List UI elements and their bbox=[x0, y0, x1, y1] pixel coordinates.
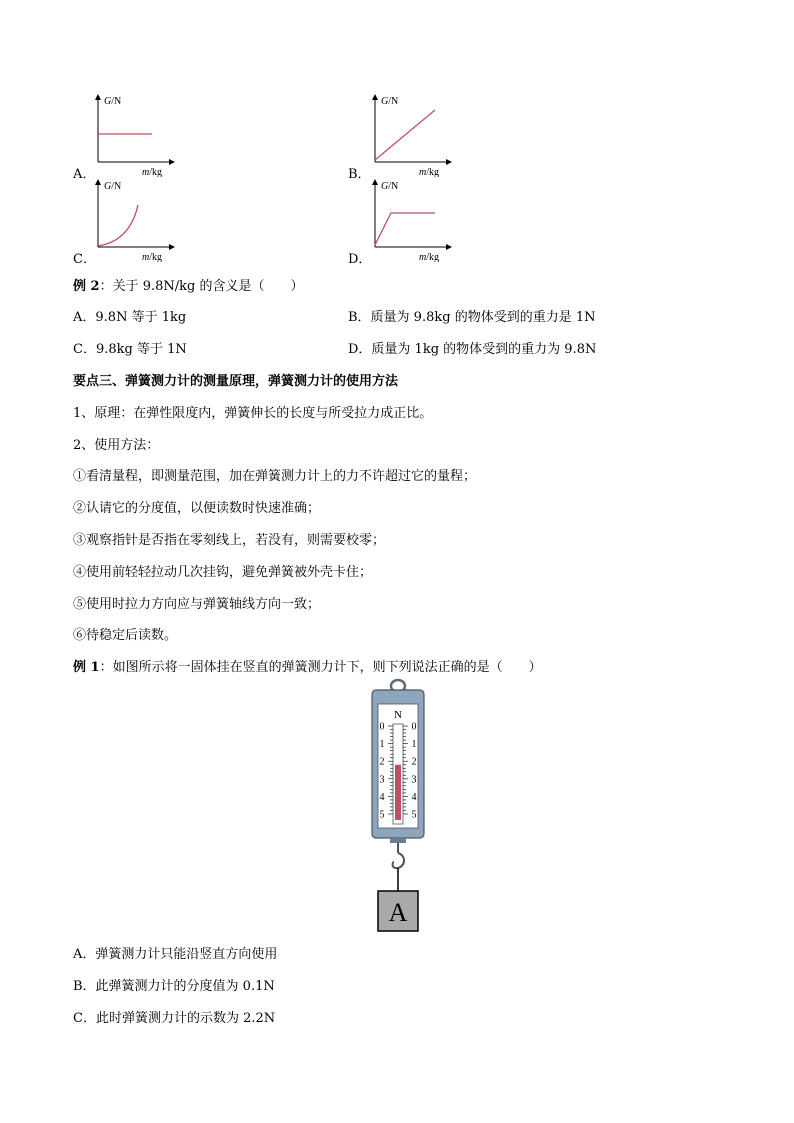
x-axis-label: m/kg bbox=[142, 167, 163, 177]
example-1-question bbox=[73, 656, 542, 675]
tick-label-right: 4 bbox=[411, 791, 417, 803]
x-axis-label: m/kg bbox=[419, 167, 440, 177]
x-axis-label: m/kg bbox=[419, 252, 440, 262]
tick-label-left: 2 bbox=[379, 756, 385, 768]
usage-step-6: ⑥待稳定后读数。 bbox=[73, 628, 178, 643]
graph-a bbox=[92, 92, 182, 177]
tick-label-left: 5 bbox=[379, 809, 385, 821]
tick-label-left: 1 bbox=[379, 739, 385, 751]
hook-icon bbox=[393, 853, 404, 868]
example-label: 例 1 bbox=[73, 660, 100, 675]
usage-step-4: ④使用前轻轻拉动几次挂钩，避免弹簧被外壳卡住； bbox=[73, 565, 373, 580]
section-heading: 要点三、弹簧测力计的测量原理，弹簧测力计的使用方法 bbox=[73, 374, 399, 389]
graph-curve bbox=[98, 205, 138, 246]
reading-bar bbox=[395, 765, 401, 820]
tick-label-left: 3 bbox=[379, 774, 385, 786]
graph-line bbox=[375, 110, 435, 160]
graph-d bbox=[369, 177, 459, 262]
tick-label-right: 2 bbox=[411, 756, 417, 768]
usage-step-3: ③观察指针是否指在零刻线上，若没有，则需要校零； bbox=[73, 533, 386, 548]
principle-text: 1、原理：在弹性限度内，弹簧伸长的长度与所受拉力成正比。 bbox=[73, 406, 433, 421]
x-axis-label: m/kg bbox=[142, 252, 163, 262]
tick-label-right: 5 bbox=[411, 809, 417, 821]
question-text: ：如图所示将一固体挂在竖直的弹簧测力计下，则下列说法正确的是（ ） bbox=[99, 660, 542, 675]
tick-label-right: 3 bbox=[411, 774, 417, 786]
ex2-option-b: B．质量为 9.8kg 的物体受到的重力是 1N bbox=[348, 310, 596, 325]
ex2-option-c: C．9.8kg 等于 1N bbox=[73, 342, 187, 357]
ex2-option-d: D．质量为 1kg 的物体受到的重力为 9.8N bbox=[348, 342, 597, 357]
ex1-option-c: C．此时弹簧测力计的示数为 2.2N bbox=[73, 1011, 276, 1026]
y-axis-label: G/N bbox=[381, 96, 399, 107]
tick-label-left: 4 bbox=[379, 791, 385, 803]
bottom-connector bbox=[390, 838, 406, 843]
tick-label-right: 0 bbox=[411, 721, 417, 733]
graph-line bbox=[375, 213, 435, 245]
usage-step-5: ⑤使用时拉力方向应与弹簧轴线方向一致； bbox=[73, 597, 321, 612]
y-axis-label: G/N bbox=[104, 96, 122, 107]
tick-label-left: 0 bbox=[379, 721, 385, 733]
tick-label-right: 1 bbox=[411, 739, 417, 751]
block-label: A bbox=[388, 898, 408, 927]
example-label: 例 2 bbox=[73, 279, 100, 294]
spring-scale-figure bbox=[360, 678, 440, 936]
graph-b bbox=[369, 92, 459, 177]
example-2-question bbox=[73, 275, 303, 294]
ex1-option-a: A．弹簧测力计只能沿竖直方向使用 bbox=[73, 947, 278, 962]
y-axis-label: G/N bbox=[104, 181, 122, 192]
question-text: ：关于 9.8N/kg 的含义是（ ） bbox=[99, 279, 304, 294]
usage-step-2: ②认请它的分度值，以便读数时快速准确； bbox=[73, 501, 321, 516]
ex1-option-b: B．此弹簧测力计的分度值为 0.1N bbox=[73, 979, 275, 994]
option-letter-b: B． bbox=[348, 167, 371, 182]
option-letter-c: C． bbox=[73, 252, 96, 267]
usage-step-1: ①看清量程，即测量范围，加在弹簧测力计上的力不许超过它的量程； bbox=[73, 469, 477, 484]
usage-title: 2、使用方法： bbox=[73, 438, 160, 453]
y-axis-label: G/N bbox=[381, 181, 399, 192]
graph-c bbox=[92, 177, 182, 262]
option-letter-d: D． bbox=[348, 252, 372, 267]
option-letter-a: A． bbox=[73, 167, 96, 182]
ex2-option-a: A．9.8N 等于 1kg bbox=[73, 310, 187, 325]
unit-label: N bbox=[394, 709, 402, 721]
